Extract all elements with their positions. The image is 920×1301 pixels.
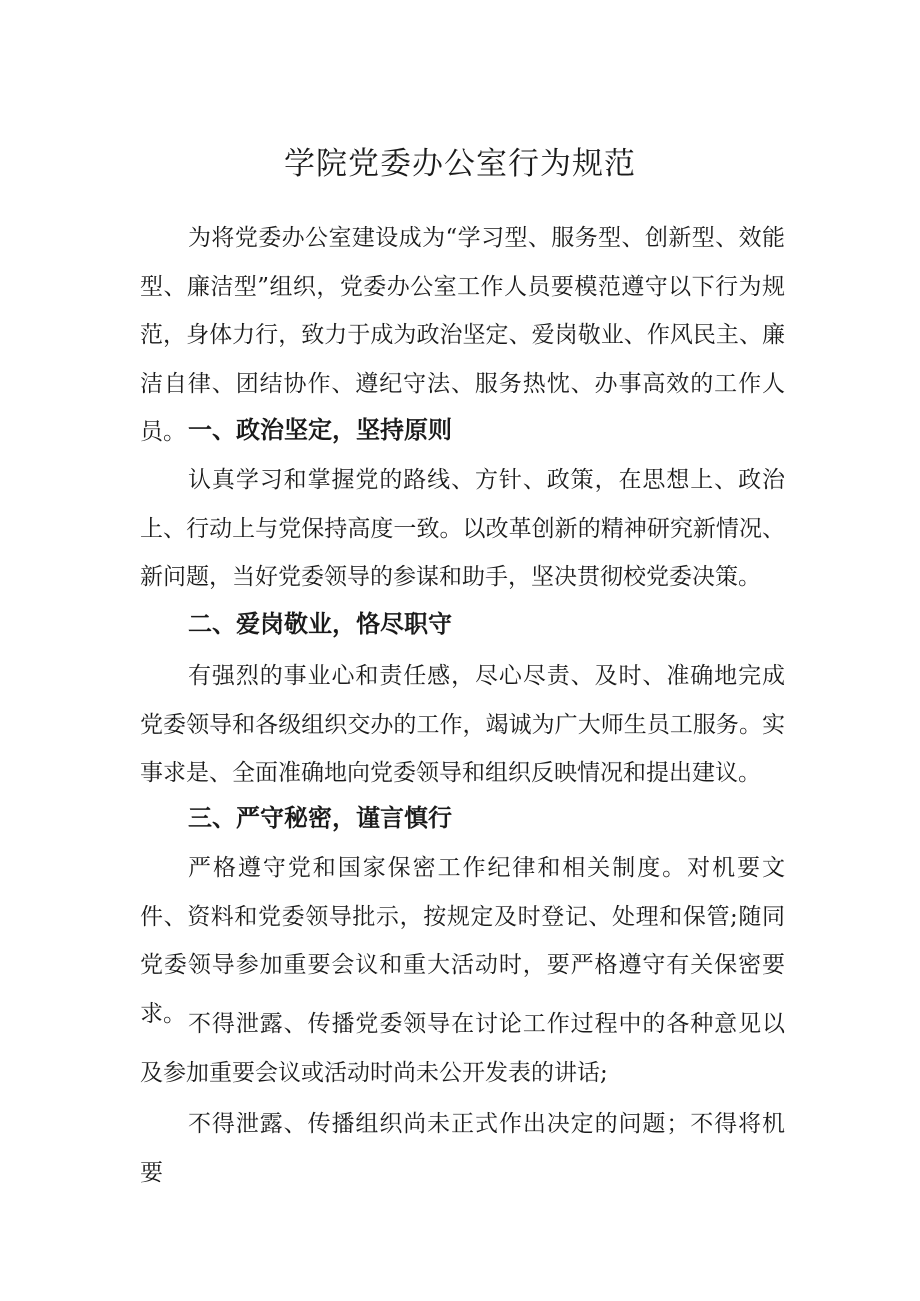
intro-paragraph: 为将党委办公室建设成为“学习型、服务型、创新型、效能型、廉洁型”组织，党委办公室工作人员要模范遵守以下行为规范，身体力行，致力于成为政治坚定、爱岗敬业、作风民主、廉洁自律、团结协作、遵纪守法、服务热忱、办事高效的工作人员。 [140,225,785,445]
section-heading-3: 三、严守秘密，谨言慎行 [188,804,452,832]
section-1-paragraph: 认真学习和掌握党的路线、方针、政策，在思想上、政治上、行动上与党保持高度一致。以改革创新的精神研究新情况、新问题，当好党委领导的参谋和助手，坚决贯彻校党委决策。 [140,467,785,590]
document-title: 学院党委办公室行为规范 [284,146,636,182]
section-3-paragraph-1: 严格遵守党和国家保密工作纪律和相关制度。对机要文件、资料和党委领导批示，按规定及时登记、处理和保管;随同党委领导参加重要会议和重大活动时，要严格遵守有关保密要求。 [140,855,785,1027]
section-3-paragraph-2: 不得泄露、传播党委领导在讨论工作过程中的各种意见以及参加重要会议或活动时尚未公开发表的讲话; [140,1011,785,1086]
section-heading-2: 二、爱岗敬业，恪尽职守 [188,610,452,638]
section-heading-1: 一、政治坚定，坚持原则 [188,416,452,444]
section-2-paragraph: 有强烈的事业心和责任感，尽心尽责、及时、准确地完成党委领导和各级组织交办的工作，竭诚为广大师生员工服务。实事求是、全面准确地向党委领导和组织反映情况和提出建议。 [140,663,785,786]
section-3-paragraph-3: 不得泄露、传播组织尚未正式作出决定的问题；不得将机要 [140,1111,785,1186]
